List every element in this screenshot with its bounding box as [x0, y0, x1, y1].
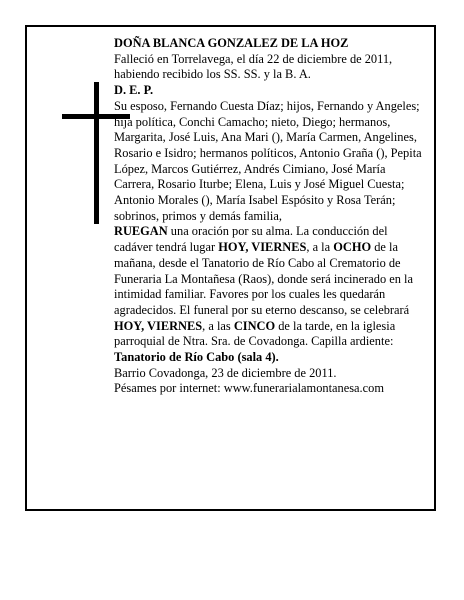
obituary-text	[114, 36, 424, 397]
request-label: RUEGAN	[114, 224, 168, 239]
service-text-3: de la mañana, desde el Tanatorio de Río Cabo al Crematorio de Funeraria La Montañesa (Raos), donde será incinerado en la intimidad familiar. Favores por los cuales les quedarán agradecidos. El funeral por su eterno descanso, se celebrará	[114, 240, 413, 317]
family-list: Su esposo, Fernando Cuesta Díaz; hijos, Fernando y Angeles; hija política, Conchi Camacho; nieto, Diego; hermanos, Margarita, José Luis, Ana Mari (), María Carmen, Angelines, Rosario e Isidro; hermanos políticos, Antonio Graña (), Pepita López, Marcos Gutiérrez, Andrés Cimiano, José María Carrera, Rosario Iturbe; Elena, Luis y José Miguel Cuesta; Antonio Morales (), María Isabel Espósito y Rosa Terán; sobrinos, primos y demás familia,	[114, 98, 422, 223]
service-text-1: una oración por su alma. La conducción del cadáver tendrá lugar	[114, 224, 388, 255]
service-text-2: , a la	[306, 240, 334, 255]
service-text-5: de la tarde, en la iglesia parroquial de Ntra. Sra. de Covadonga. Capilla ardiente:	[114, 318, 396, 349]
chapel-location: Tanatorio de Río Cabo (sala 4).	[114, 350, 279, 365]
service-day-1: HOY, VIERNES	[218, 240, 307, 255]
death-announcement: Falleció en Torrelavega, el día 22 de diciembre de 2011, habiendo recibido los SS. SS. y la B. A.	[114, 51, 393, 82]
service-details	[114, 224, 424, 365]
service-text-4: , a las	[202, 318, 234, 333]
condolences-link: Pésames por internet: www.funerarialamontanesa.com	[114, 381, 384, 396]
rest-in-peace: D. E. P.	[114, 83, 154, 98]
deceased-name: DOÑA BLANCA GONZALEZ DE LA HOZ	[114, 36, 349, 50]
cross-vertical-bar	[94, 82, 99, 224]
place-and-date: Barrio Covadonga, 23 de diciembre de 2011.	[114, 365, 337, 380]
service-day-2: HOY, VIERNES	[114, 318, 203, 333]
service-hour-1: OCHO	[333, 240, 372, 255]
service-hour-2: CINCO	[233, 318, 276, 333]
